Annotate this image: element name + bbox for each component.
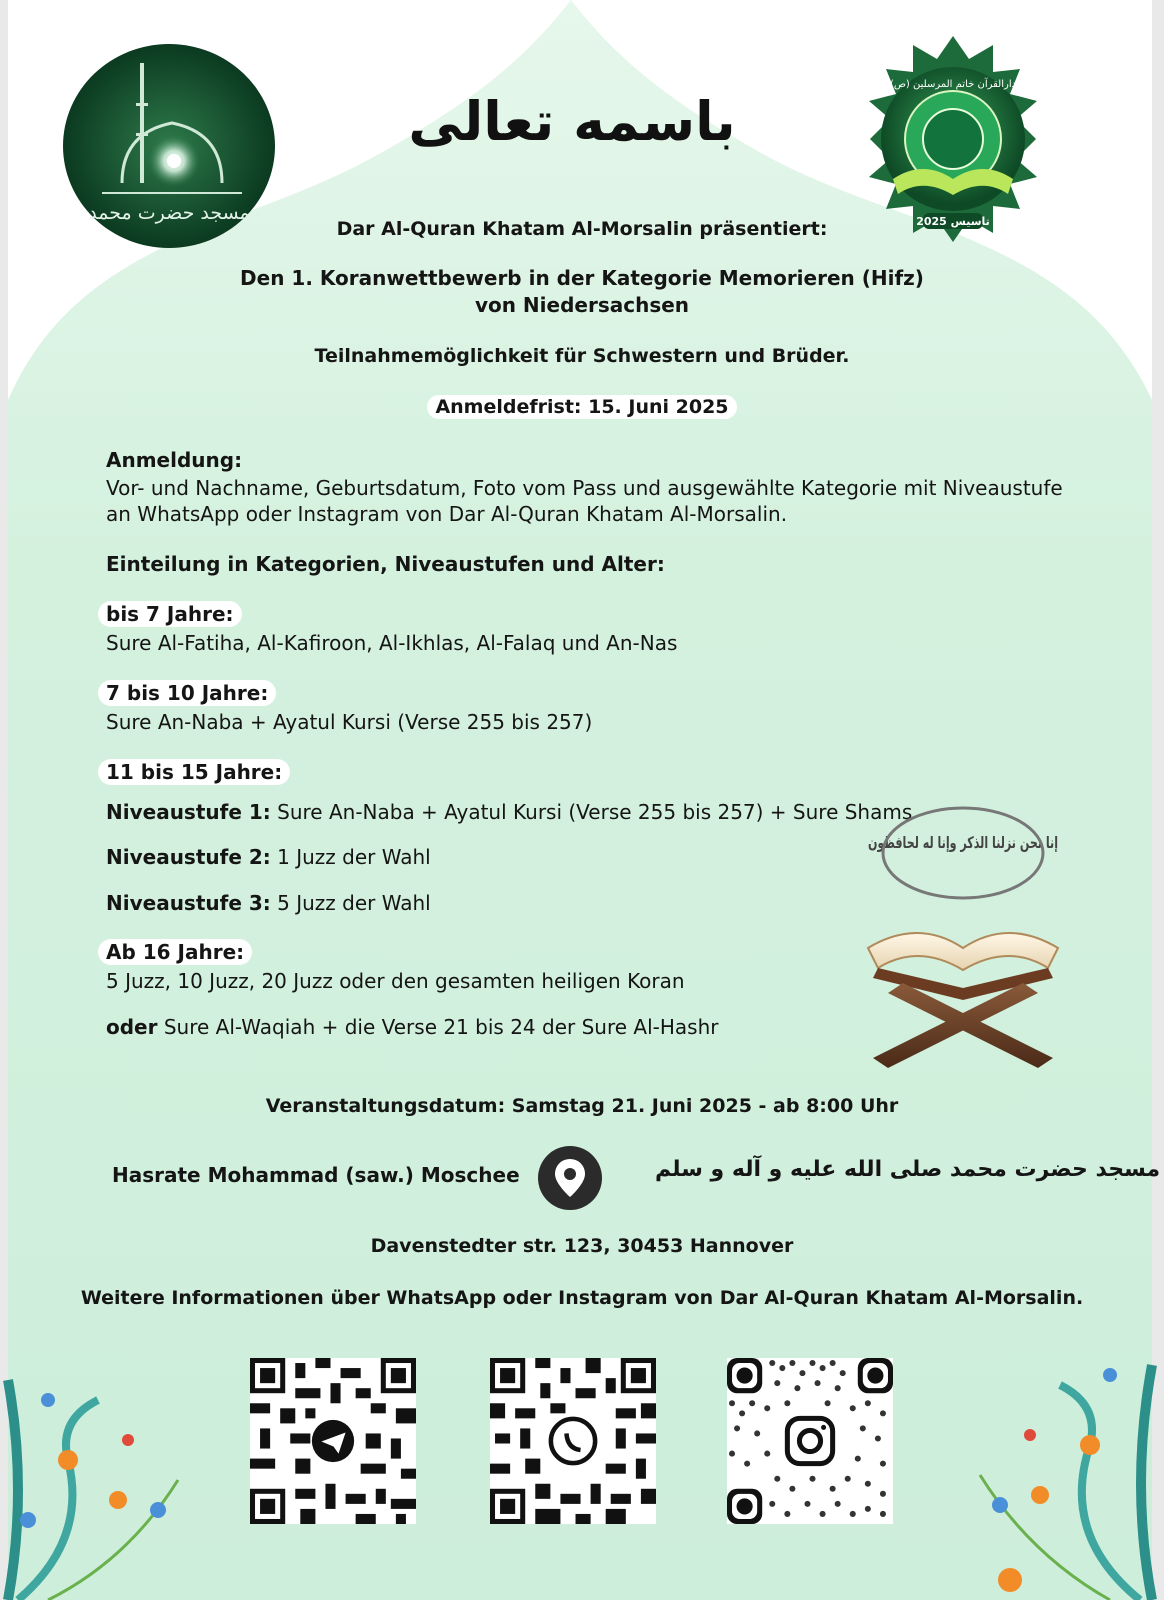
headline-line-2: von Niedersachsen <box>474 293 690 317</box>
logo-ring-text: دارالقرآن خاتم المرسلین (ص) <box>889 79 1017 90</box>
quran-stand-illustration <box>848 778 1078 1078</box>
category-16-text: 5 Juzz, 10 Juzz, 20 Juzz oder den gesamten heiligen Koran <box>106 969 685 993</box>
mosque-logo-caption: مسجد حضرت محمد <box>88 202 250 224</box>
page-edge-right <box>1152 0 1164 1600</box>
categories-title: Einteilung in Kategorien, Niveaustufen und Alter: <box>106 552 665 576</box>
headline <box>0 265 1164 319</box>
category-up-to-7-text: Sure Al-Fatiha, Al-Kafiroon, Al-Ikhlas, Al-Falaq und An-Nas <box>106 631 678 655</box>
deadline-wrap <box>0 395 1164 419</box>
level-1-label: Niveaustufe 1: <box>106 800 271 824</box>
venue-address: Davenstedter str. 123, 30453 Hannover <box>370 1235 794 1257</box>
category-up-to-7-label-wrap <box>98 601 242 627</box>
presents-line: Dar Al-Quran Khatam Al-Morsalin präsentiert: <box>336 218 828 240</box>
category-16-alt-label: oder <box>106 1015 158 1039</box>
venue-name-ar: مسجد حضرت محمد صلی الله علیه و آله و سلم <box>655 1157 1161 1182</box>
qr-code-instagram[interactable] <box>727 1358 893 1524</box>
dar-al-quran-logo <box>843 36 1063 242</box>
registration-line-1: Vor- und Nachname, Geburtsdatum, Foto vom Pass und ausgewählte Kategorie mit Niveaustufe <box>106 476 1063 500</box>
level-2-row <box>106 843 431 871</box>
category-7-10-text: Sure An-Naba + Ayatul Kursi (Verse 255 bis 257) <box>106 710 593 734</box>
floral-ornament-left <box>8 1340 198 1600</box>
page-edge-left <box>0 0 8 1600</box>
headline-line-1: Den 1. Koranwettbewerb in der Kategorie Memorieren (Hifz) <box>240 266 924 290</box>
category-7-10-label: 7 bis 10 Jahre: <box>98 680 276 706</box>
instagram-icon <box>787 1418 832 1463</box>
category-16-label-wrap <box>98 939 252 965</box>
logo-year: تاسیس 2025 <box>916 215 990 228</box>
more-info: Weitere Informationen über WhatsApp oder Instagram von Dar Al-Quran Khatam Al-Morsalin. <box>80 1287 1084 1309</box>
qr-code-telegram[interactable] <box>250 1358 416 1524</box>
qr-code-whatsapp[interactable] <box>490 1358 656 1524</box>
level-1-row <box>106 798 912 826</box>
category-7-10-label-wrap <box>98 680 276 706</box>
level-2-label: Niveaustufe 2: <box>106 845 271 869</box>
level-2-text: 1 Juzz der Wahl <box>270 845 431 869</box>
registration-title: Anmeldung: <box>106 448 243 472</box>
level-1-text: Sure An-Naba + Ayatul Kursi (Verse 255 bis 257) + Sure Shams <box>270 800 913 824</box>
event-date: Veranstaltungsdatum: Samstag 21. Juni 2025 - ab 8:00 Uhr <box>265 1095 899 1117</box>
whatsapp-icon <box>551 1419 595 1463</box>
category-11-15-label: 11 bis 15 Jahre: <box>98 759 290 785</box>
basmala-calligraphy <box>408 50 736 190</box>
registration-line-2: an WhatsApp oder Instagram von Dar Al-Quran Khatam Al-Morsalin. <box>106 502 788 526</box>
level-3-text: 5 Juzz der Wahl <box>270 891 431 915</box>
category-16-alt-row <box>106 1013 718 1041</box>
category-up-to-7-label: bis 7 Jahre: <box>98 601 242 627</box>
quran-calligraphy: إنا نحن نزلنا الذكر وإنا له لحافظون <box>868 833 1058 852</box>
category-16-label: Ab 16 Jahre: <box>98 939 252 965</box>
location-pin-icon[interactable] <box>537 1145 603 1211</box>
floral-ornament-right <box>950 1325 1152 1600</box>
level-3-label: Niveaustufe 3: <box>106 891 271 915</box>
deadline-pill: Anmeldefrist: 15. Juni 2025 <box>427 395 736 419</box>
venue-name-de: Hasrate Mohammad (saw.) Moschee <box>112 1163 520 1187</box>
category-16-alt-text: Sure Al-Waqiah + die Verse 21 bis 24 der Sure Al-Hashr <box>157 1015 719 1039</box>
category-11-15-label-wrap <box>98 759 290 785</box>
basmala-text: باسمه تعالی <box>408 90 736 153</box>
participation-line: Teilnahmemöglichkeit für Schwestern und Brüder. <box>314 345 850 367</box>
level-3-row <box>106 889 431 917</box>
